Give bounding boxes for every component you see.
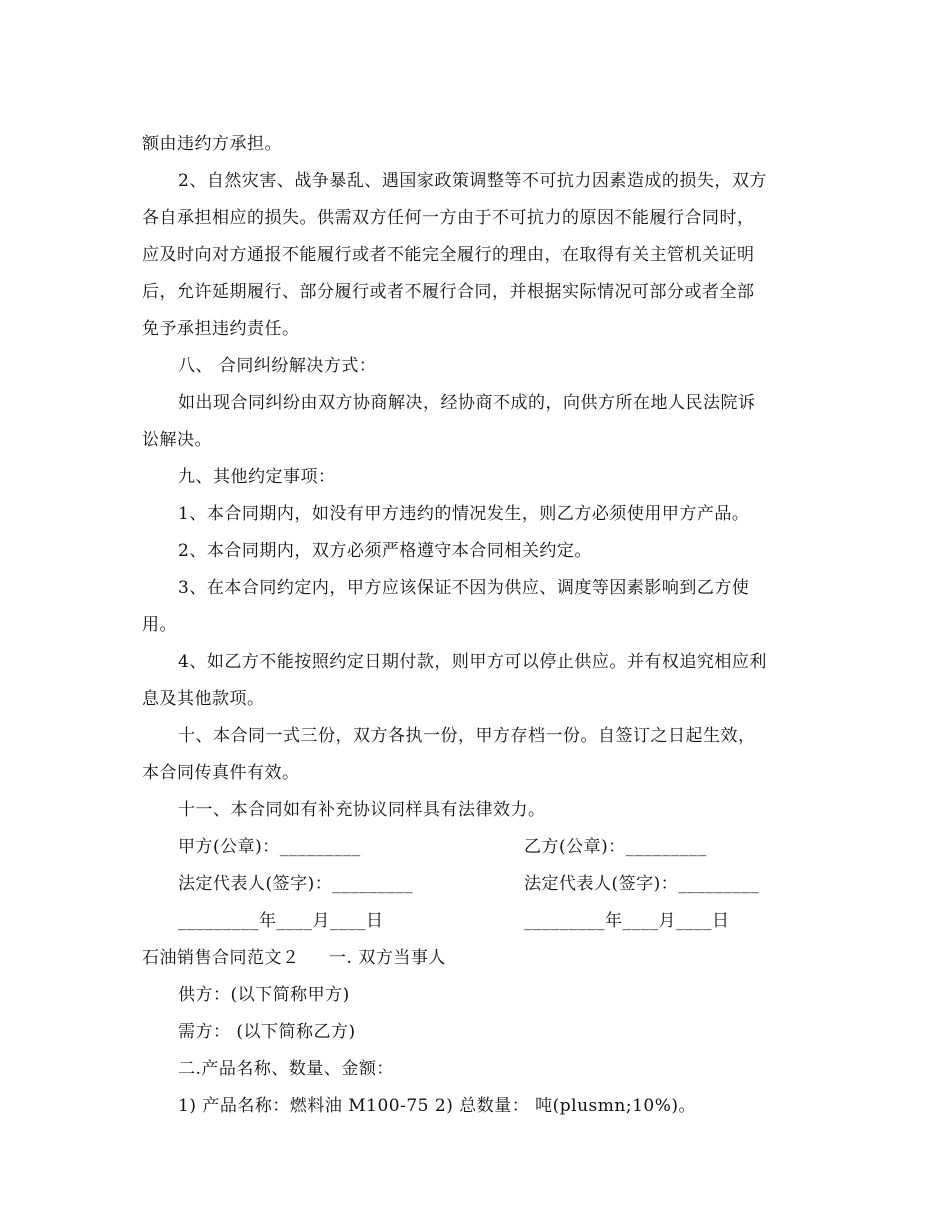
party-b-representative-field: 法定代表人(签字)：_________ — [524, 874, 760, 894]
paragraph-line: 如出现合同纠纷由双方协商解决，经协商不成的，向供方所在地人民法院诉 — [178, 393, 756, 413]
paragraph-line: 需方： (以下简称乙方) — [178, 1022, 356, 1042]
second-contract-title: 石油销售合同范文２ 一. 双方当事人 — [142, 948, 446, 968]
paragraph-line: 讼解决。 — [142, 430, 212, 450]
paragraph-line: 十、本合同一式三份，双方各执一份，甲方存档一份。自签订之日起生效， — [178, 726, 756, 746]
paragraph-line: 十一、本合同如有补充协议同样具有法律效力。 — [178, 800, 546, 820]
party-b-date-field: _________年____月____日 — [524, 911, 730, 931]
party-a-representative-field: 法定代表人(签字)：_________ — [178, 874, 414, 894]
paragraph-line: 后，允许延期履行、部分履行或者不履行合同，并根据实际情况可部分或者全部 — [142, 282, 755, 302]
paragraph-line: 2、自然灾害、战争暴乱、遇国家政策调整等不可抗力因素造成的损失，双方 — [178, 171, 767, 191]
paragraph-line: 息及其他款项。 — [142, 689, 265, 709]
paragraph-line: 用。 — [142, 615, 177, 635]
paragraph-line: 3、在本合同约定内，甲方应该保证不因为供应、调度等因素影响到乙方使 — [178, 578, 750, 598]
party-b-seal-field: 乙方(公章)：_________ — [524, 837, 707, 857]
paragraph-line: 应及时向对方通报不能履行或者不能完全履行的理由，在取得有关主管机关证明 — [142, 245, 755, 265]
paragraph-line: 本合同传真件有效。 — [142, 763, 300, 783]
section-heading: 二.产品名称、数量、金额： — [178, 1059, 394, 1079]
paragraph-line: 1) 产品名称：燃料油 M100-75 2) 总数量： 吨(plusmn;10%)。 — [178, 1096, 696, 1116]
paragraph-line: 额由违约方承担。 — [142, 134, 282, 154]
paragraph-line: 各自承担相应的损失。供需双方任何一方由于不可抗力的原因不能履行合同时， — [142, 208, 755, 228]
paragraph-line: 免予承担违约责任。 — [142, 319, 300, 339]
paragraph-line: 4、如乙方不能按照约定日期付款，则甲方可以停止供应。并有权追究相应利 — [178, 652, 767, 672]
party-a-date-field: _________年____月____日 — [178, 911, 384, 931]
section-heading: 九、其他约定事项： — [178, 467, 336, 487]
party-a-seal-field: 甲方(公章)：_________ — [178, 837, 361, 857]
section-heading: 八、 合同纠纷解决方式： — [178, 356, 377, 376]
paragraph-line: 供方：(以下简称甲方) — [178, 985, 350, 1005]
paragraph-line: 1、本合同期内，如没有甲方违约的情况发生，则乙方必须使用甲方产品。 — [178, 504, 750, 524]
paragraph-line: 2、本合同期内，双方必须严格遵守本合同相关约定。 — [178, 541, 592, 561]
